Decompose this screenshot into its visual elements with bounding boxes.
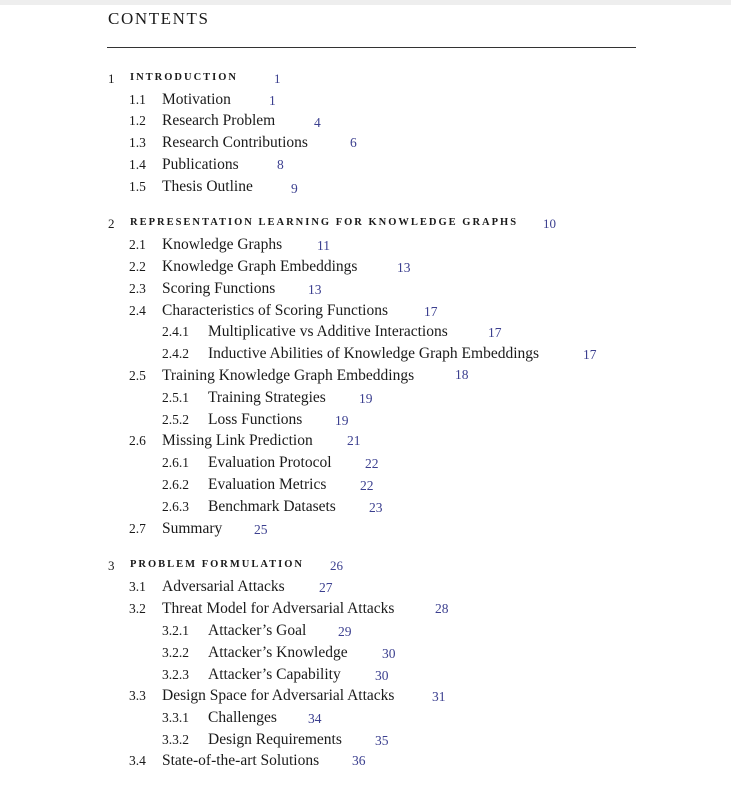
section-number: 1.3 (129, 135, 146, 150)
subsection-number: 3.3.2 (162, 732, 189, 747)
section-title: State-of-the-art Solutions (162, 752, 320, 769)
section-title: Design Space for Adversarial Attacks (162, 687, 395, 704)
section-number: 3.4 (129, 753, 146, 768)
chapter-number: 1 (108, 71, 115, 86)
section-number: 3.3 (129, 688, 146, 703)
page-number[interactable]: 8 (277, 157, 284, 172)
page-number[interactable]: 13 (397, 260, 411, 275)
page-number[interactable]: 11 (317, 238, 330, 253)
section-title: Adversarial Attacks (162, 578, 285, 595)
chapter-title: PROBLEM FORMULATION (130, 559, 305, 570)
page-number[interactable]: 22 (365, 456, 379, 471)
subsection-number: 2.4.1 (162, 324, 189, 339)
page-number[interactable]: 23 (369, 500, 383, 515)
section-number: 2.4 (129, 303, 146, 318)
page-number[interactable]: 19 (359, 391, 373, 406)
section-title: Research Contributions (162, 134, 308, 151)
section-number: 2.6 (129, 433, 146, 448)
subsection-title: Loss Functions (208, 411, 303, 428)
section-title: Characteristics of Scoring Functions (162, 302, 388, 319)
page-number[interactable]: 29 (338, 624, 352, 639)
section-number: 1.2 (129, 113, 146, 128)
subsection-number: 3.2.3 (162, 667, 189, 682)
section-number: 2.5 (129, 368, 146, 383)
page-number[interactable]: 13 (308, 282, 322, 297)
section-title: Motivation (162, 91, 231, 108)
page-number[interactable]: 28 (435, 601, 449, 616)
subsection-number: 2.6.1 (162, 455, 189, 470)
subsection-number: 2.5.1 (162, 390, 189, 405)
subsection-number: 2.6.2 (162, 477, 189, 492)
subsection-number: 3.2.1 (162, 623, 189, 638)
page-number[interactable]: 1 (274, 71, 281, 86)
page-number[interactable]: 25 (254, 522, 268, 537)
subsection-title: Inductive Abilities of Knowledge Graph Embeddings (208, 345, 540, 362)
section-title: Knowledge Graph Embeddings (162, 258, 358, 275)
page-number[interactable]: 22 (360, 478, 374, 493)
chapter-title: REPRESENTATION LEARNING FOR KNOWLEDGE GRAPHS (130, 217, 519, 228)
section-number: 2.3 (129, 281, 146, 296)
section-number: 1.1 (129, 92, 146, 107)
page-number[interactable]: 26 (330, 558, 343, 573)
section-number: 2.1 (129, 237, 146, 252)
subsection-number: 2.5.2 (162, 412, 189, 427)
page-number[interactable]: 30 (382, 646, 396, 661)
subsection-title: Evaluation Metrics (208, 476, 327, 493)
page-number[interactable]: 17 (583, 347, 597, 362)
section-title: Training Knowledge Graph Embeddings (162, 367, 415, 384)
section-title: Missing Link Prediction (162, 432, 313, 449)
chapter-title: INTRODUCTION (130, 72, 239, 83)
section-title: Publications (162, 156, 239, 173)
section-number: 3.2 (129, 601, 146, 616)
page-number[interactable]: 4 (314, 115, 321, 130)
section-title: Scoring Functions (162, 280, 276, 297)
subsection-title: Multiplicative vs Additive Interactions (208, 323, 448, 340)
section-number: 3.1 (129, 579, 146, 594)
subsection-number: 3.2.2 (162, 645, 189, 660)
page-number[interactable]: 17 (488, 325, 502, 340)
subsection-title: Evaluation Protocol (208, 454, 332, 471)
page-number[interactable]: 35 (375, 733, 389, 748)
page-number[interactable]: 17 (424, 304, 438, 319)
page-number[interactable]: 36 (352, 753, 366, 768)
chapter-number: 2 (108, 216, 115, 231)
page-title: CONTENTS (108, 9, 210, 28)
section-number: 2.2 (129, 259, 146, 274)
subsection-number: 3.3.1 (162, 710, 189, 725)
subsection-title: Attacker’s Goal (208, 622, 307, 639)
page-number[interactable]: 30 (375, 668, 389, 683)
section-title: Thesis Outline (162, 178, 253, 195)
section-title: Threat Model for Adversarial Attacks (162, 600, 395, 617)
subsection-number: 2.6.3 (162, 499, 189, 514)
subsection-title: Training Strategies (208, 389, 326, 406)
subsection-title: Design Requirements (208, 731, 342, 748)
page-number[interactable]: 10 (543, 216, 556, 231)
section-title: Knowledge Graphs (162, 236, 283, 253)
subsection-title: Attacker’s Capability (208, 666, 341, 683)
section-number: 2.7 (129, 521, 146, 536)
page-number[interactable]: 18 (455, 367, 469, 382)
section-title: Summary (162, 520, 223, 537)
section-number: 1.5 (129, 179, 146, 194)
section-title: Research Problem (162, 112, 276, 129)
subsection-title: Benchmark Datasets (208, 498, 336, 515)
page-number[interactable]: 34 (308, 711, 322, 726)
page-number[interactable]: 31 (432, 689, 446, 704)
page-number[interactable]: 21 (347, 433, 361, 448)
subsection-title: Attacker’s Knowledge (208, 644, 348, 661)
page-number[interactable]: 1 (269, 93, 276, 108)
subsection-title: Challenges (208, 709, 277, 726)
page-number[interactable]: 27 (319, 580, 333, 595)
page-number[interactable]: 6 (350, 135, 357, 150)
chapter-number: 3 (108, 558, 115, 573)
page-number[interactable]: 9 (291, 181, 298, 196)
page-number[interactable]: 19 (335, 413, 349, 428)
section-number: 1.4 (129, 157, 146, 172)
subsection-number: 2.4.2 (162, 346, 189, 361)
